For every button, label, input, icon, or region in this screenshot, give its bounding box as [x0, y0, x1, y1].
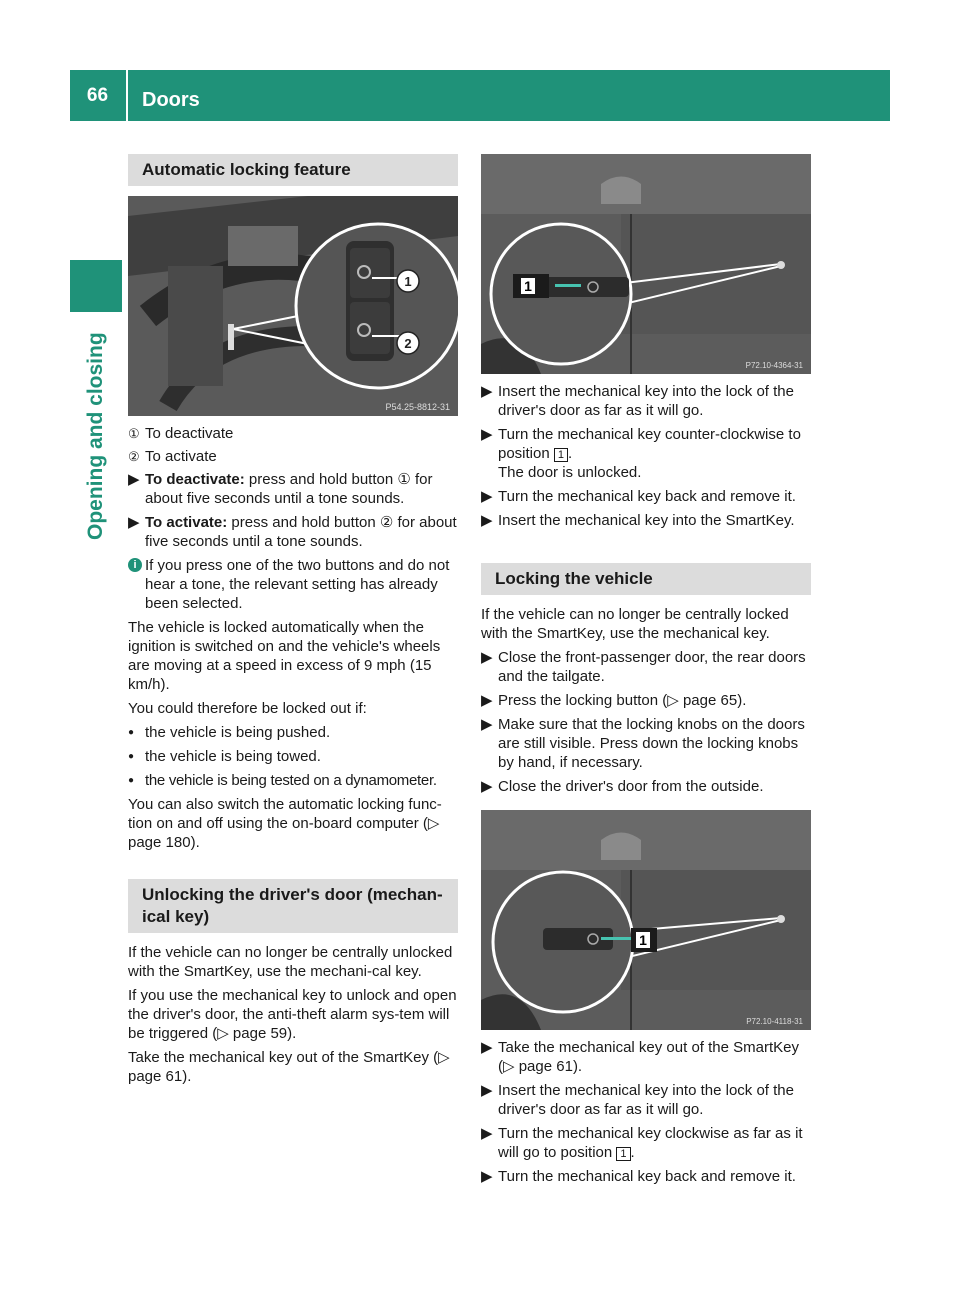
instruction-step: ▶ To deactivate: press and hold button ① for about five seconds until a tone sounds. — [128, 471, 433, 507]
instruction-step: ▶ Insert the mechanical key into the SmartKey. — [481, 512, 795, 529]
instruction-step: ▶ Close the front-passenger door, the rear doors and the tailgate. — [481, 649, 806, 685]
page-number: 66 — [86, 85, 109, 106]
instruction-step: ▶ Turn the mechanical key back and remove it. — [481, 1168, 796, 1185]
figure-code: P72.10-4118-31 — [746, 1017, 803, 1026]
header-divider — [126, 70, 128, 121]
steering-wheel-illustration — [128, 196, 458, 416]
instruction-step: ▶ Insert the mechanical key into the lock of the driver's door as far as it will go. — [481, 383, 794, 419]
figure-steering-wheel-buttons — [128, 196, 458, 416]
paragraph: If the vehicle can no longer be centrally unlocked with the SmartKey, use the mechani-cal key. — [128, 944, 453, 980]
bullet-item: ● the vehicle is being tested on a dynamometer. — [128, 772, 437, 789]
legend-item: ② To activate — [128, 448, 217, 465]
section-heading-unlocking-drivers-door: Unlocking the driver's door (mechan-ical key) — [128, 879, 458, 933]
header-title: Doors — [142, 89, 200, 111]
paragraph: You could therefore be locked out if: — [128, 700, 367, 717]
callout-1: 1 — [524, 278, 532, 294]
door-lock-illustration-2 — [481, 810, 811, 1030]
instruction-step: ▶ Insert the mechanical key into the lock of the driver's door as far as it will go. — [481, 1082, 794, 1118]
callout-2: 2 — [404, 336, 412, 351]
figure-door-lock-unlock — [481, 154, 811, 374]
page-reference[interactable]: ▷ page 61 — [128, 1049, 450, 1085]
section-heading-automatic-locking: Automatic locking feature — [128, 154, 458, 186]
page-header — [70, 70, 890, 121]
position-badge: 1 — [616, 1147, 630, 1161]
instruction-step: ▶ Take the mechanical key out of the SmartKey (▷ page 61). — [481, 1039, 799, 1075]
position-badge: 1 — [554, 448, 568, 462]
callout-1: 1 — [404, 274, 412, 289]
page-reference[interactable]: ▷ page 65 — [667, 692, 738, 709]
right-column — [481, 154, 811, 1191]
instruction-step: ▶ Make sure that the locking knobs on the doors are still visible. Press down the locking knobs by hand, if necessary. — [481, 716, 805, 771]
paragraph: If you use the mechanical key to unlock and open the driver's door, the anti-theft alarm sys-tem will be triggered (▷ page 59). — [128, 987, 457, 1042]
instruction-step: ▶ Press the locking button (▷ page 65). — [481, 692, 747, 709]
instruction-step: ▶ Turn the mechanical key back and remove it. — [481, 488, 796, 505]
legend-item: ① To deactivate — [128, 425, 234, 442]
section-heading-locking-vehicle: Locking the vehicle — [481, 563, 811, 595]
instruction-step: ▶ Turn the mechanical key clockwise as far as it will go to position 1 . — [481, 1125, 803, 1161]
left-column — [128, 154, 458, 1091]
bullet-item: ● the vehicle is being towed. — [128, 748, 321, 765]
figure-code: P54.25-8812-31 — [385, 402, 450, 412]
bullet-item: ● the vehicle is being pushed. — [128, 724, 331, 741]
figure-door-lock-lock — [481, 810, 811, 1030]
figure-code: P72.10-4364-31 — [745, 361, 803, 370]
page-reference[interactable]: ▷ page 180 — [128, 815, 440, 851]
info-icon: i — [128, 558, 142, 572]
page-reference[interactable]: ▷ page 61 — [503, 1058, 573, 1075]
page-reference[interactable]: ▷ page 59 — [217, 1025, 288, 1042]
paragraph: If the vehicle can no longer be centrally locked with the SmartKey, use the mechanical key. — [481, 606, 789, 642]
instruction-step: ▶ Close the driver's door from the outside. — [481, 778, 764, 795]
paragraph: The vehicle is locked automatically when the ignition is switched on and the vehicle's wheels are moving at a speed in excess of 9 mph (15 km/h). — [128, 619, 441, 693]
instruction-step: ▶ To activate: press and hold button ② for about five seconds until a tone sounds. — [128, 514, 457, 550]
instruction-step: ▶ Turn the mechanical key counter-clockwise to position 1 . The door is unlocked. — [481, 426, 801, 481]
door-lock-illustration — [481, 154, 811, 374]
callout-1: 1 — [639, 932, 647, 948]
sidebar-tab — [70, 260, 122, 312]
paragraph: Take the mechanical key out of the SmartKey (▷ page 61). — [128, 1049, 450, 1085]
info-note: i If you press one of the two buttons and do not hear a tone, the relevant setting has already been selected. — [128, 556, 458, 613]
sidebar-label: Opening and closing — [84, 332, 107, 540]
paragraph: You can also switch the automatic locking func-tion on and off using the on-board computer (▷ page 180). — [128, 796, 442, 851]
